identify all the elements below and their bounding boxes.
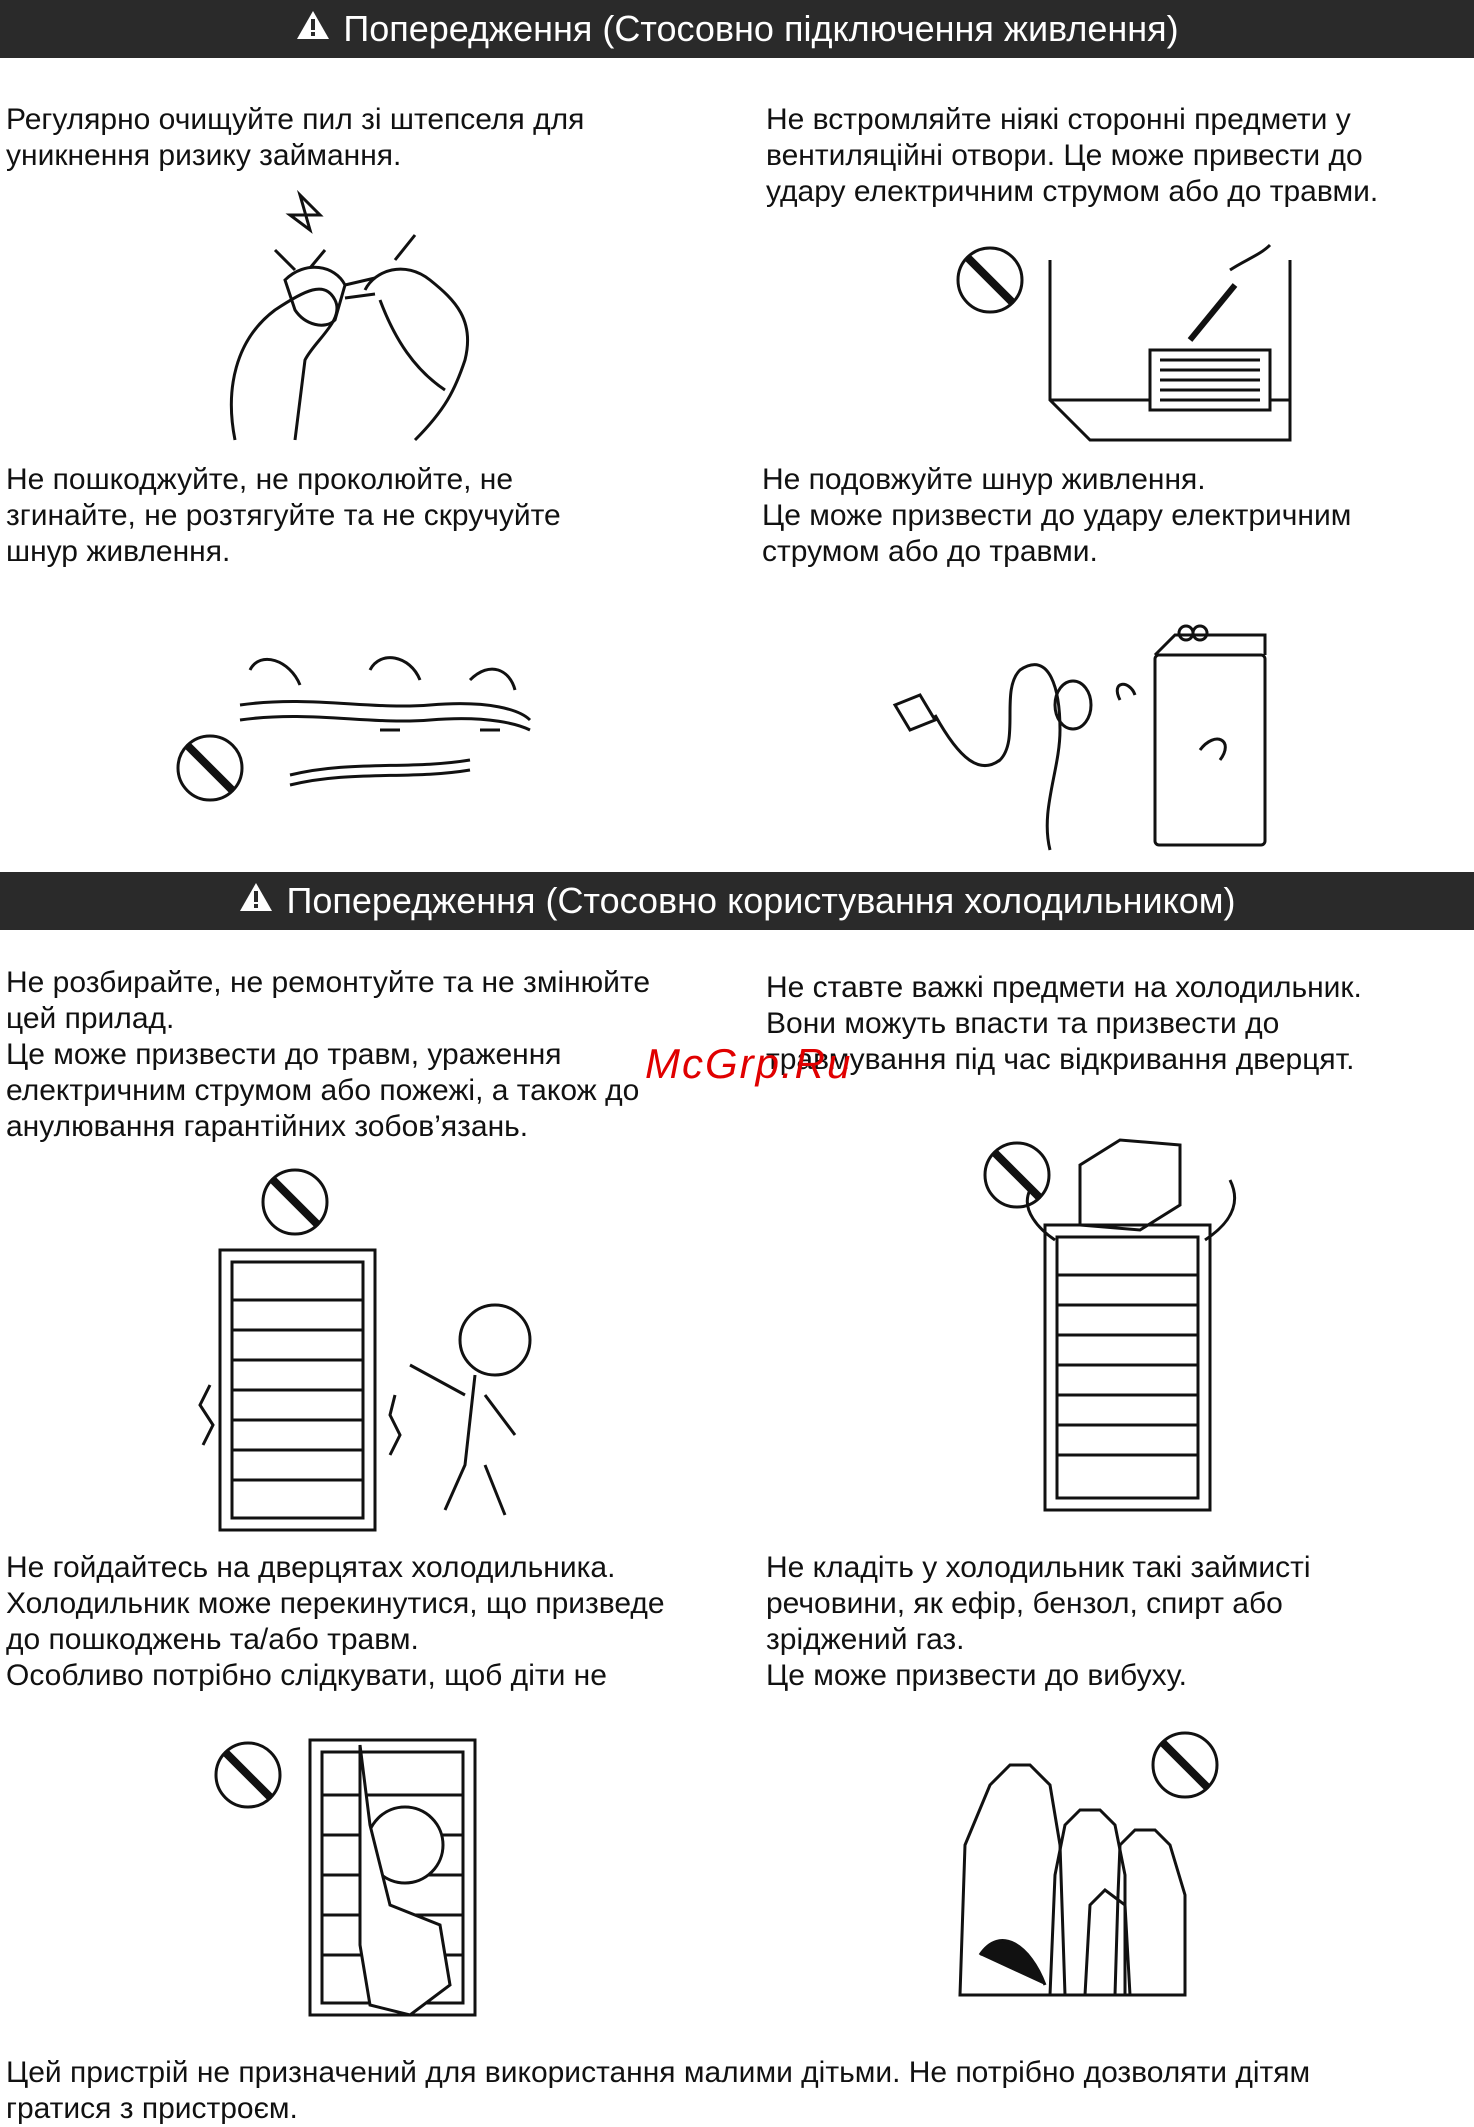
flammable-illustration (950, 1725, 1260, 2010)
warning-text: Не ставте важкі предмети на холодильник. Вони можуть впасти та призвести до травмування під час відкривання дверцят. (766, 971, 1362, 1076)
extension-cord-illustration (890, 630, 1280, 850)
clean-plug-illustration (215, 190, 495, 450)
heavy-objects-illustration (980, 1130, 1260, 1520)
warning-icon (238, 880, 274, 922)
warning-text: Не подовжуйте шнур живлення. Це може призвести до удару електричним струмом або до травми. (762, 463, 1352, 568)
section-title: Попередження (Стосовно користування холодильником) (286, 880, 1236, 921)
warning-text: Не пошкоджуйте, не проколюйте, не згинайте, не розтягуйте та не скручуйте шнур живлення. (6, 463, 561, 568)
vent-illustration (950, 240, 1320, 450)
cord-damage-illustration (170, 650, 550, 820)
warning-text: Не гойдайтесь на дверцятах холодильника. Холодильник може перекинутися, що призведе до пошкоджень та/або травм. Особливо потрібно слідкувати, щоб діти не (6, 1551, 665, 1692)
warning-text: Регулярно очищуйте пил зі штепселя для уникнення ризику займання. (6, 103, 585, 172)
section-banner-power (0, 0, 1474, 58)
warning-text: Не кладіть у холодильник такі займисті речовини, як ефір, бензол, спирт або зріджений газ. Це може призвести до вибуху. (766, 1551, 1311, 1692)
section-title: Попередження (Стосовно підключення живлення) (343, 8, 1179, 49)
warning-text: Не розбирайте, не ремонтуйте та не змінюйте цей прилад. Це може призвести до травм, ураження електричним струмом або пожежі, а також до анулювання гарантійних зобов’язань. (6, 966, 651, 1143)
section-banner-usage (0, 872, 1474, 930)
warning-text: Не встромляйте ніякі сторонні предмети у вентиляційні отвори. Це може привести до удару електричним струмом або до травми. (766, 103, 1379, 208)
child-door-illustration (210, 1735, 480, 2020)
watermark: McGrp.Ru (645, 1040, 853, 1087)
warning-icon (295, 8, 331, 50)
disassemble-illustration (195, 1165, 555, 1535)
footer-text: Цей пристрій не призначений для використання малими дітьми. Не потрібно дозволяти дітям гратися з пристроєм. (6, 2056, 1311, 2125)
